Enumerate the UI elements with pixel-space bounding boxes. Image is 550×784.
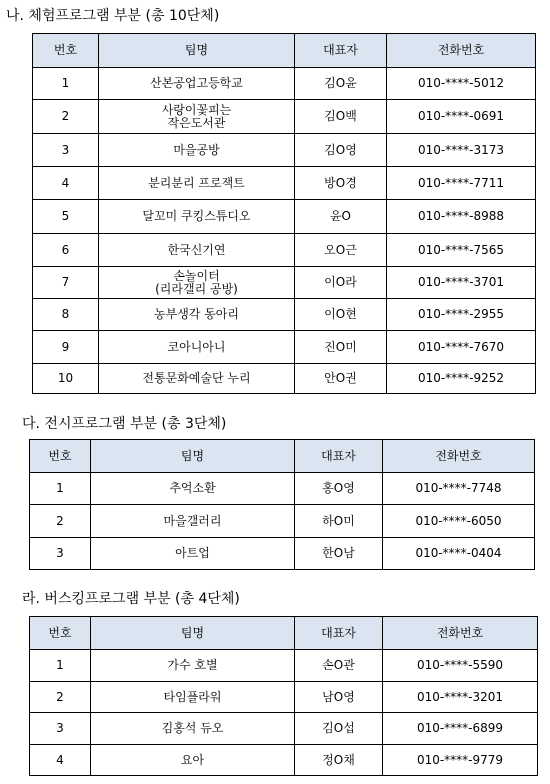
row-number: 2	[30, 682, 91, 713]
table-row	[30, 745, 538, 776]
team-name: 가수 호별	[91, 650, 295, 682]
representative: 하O미	[295, 505, 383, 538]
table-row	[33, 68, 536, 100]
header-team-name: 팀명	[91, 440, 295, 473]
row-number: 5	[33, 200, 99, 234]
representative: 남O영	[295, 682, 383, 713]
representative: 이O현	[295, 299, 387, 331]
section-title-experience: 나. 체험프로그램 부분 (총 10단체)	[6, 8, 220, 24]
team-name: 마을갤러리	[91, 505, 295, 538]
row-number: 3	[30, 538, 91, 570]
row-number: 2	[30, 505, 91, 538]
header-number: 번호	[30, 440, 91, 473]
phone-number: 010-****-7670	[387, 331, 536, 364]
row-number: 8	[33, 299, 99, 331]
representative: 김O섭	[295, 713, 383, 745]
table-row	[33, 364, 536, 394]
table-row	[30, 713, 538, 745]
table-row	[33, 167, 536, 200]
phone-number: 010-****-7748	[383, 473, 535, 505]
phone-number: 010-****-0404	[383, 538, 535, 570]
team-name: 요아	[91, 745, 295, 776]
row-number: 7	[33, 267, 99, 299]
team-name: 타임플라워	[91, 682, 295, 713]
team-name: 아트업	[91, 538, 295, 570]
row-number: 4	[33, 167, 99, 200]
phone-number: 010-****-3201	[383, 682, 538, 713]
table-row	[33, 267, 536, 299]
phone-number: 010-****-2955	[387, 299, 536, 331]
team-name: 산본공업고등학교	[99, 68, 295, 100]
phone-number: 010-****-5012	[387, 68, 536, 100]
phone-number: 010-****-3173	[387, 134, 536, 167]
header-number: 번호	[33, 34, 99, 68]
team-name: 마을공방	[99, 134, 295, 167]
representative: 윤O	[295, 200, 387, 234]
table-row	[33, 234, 536, 267]
row-number: 1	[33, 68, 99, 100]
phone-number: 010-****-0691	[387, 100, 536, 134]
row-number: 3	[33, 134, 99, 167]
team-name: 손놀이터 (리라갤리 공방)	[99, 267, 295, 299]
row-number: 1	[30, 473, 91, 505]
row-number: 9	[33, 331, 99, 364]
team-name: 한국신기연	[99, 234, 295, 267]
exhibition-program-table	[29, 439, 535, 570]
row-number: 4	[30, 745, 91, 776]
representative: 정O채	[295, 745, 383, 776]
phone-number: 010-****-6899	[383, 713, 538, 745]
row-number: 6	[33, 234, 99, 267]
team-name: 농부생각 동아리	[99, 299, 295, 331]
header-phone: 전화번호	[387, 34, 536, 68]
phone-number: 010-****-3701	[387, 267, 536, 299]
header-phone: 전화번호	[383, 617, 538, 650]
header-representative: 대표자	[295, 440, 383, 473]
row-number: 2	[33, 100, 99, 134]
header-team-name: 팀명	[99, 34, 295, 68]
team-name: 달꼬미 쿠킹스튜디오	[99, 200, 295, 234]
representative: 한O남	[295, 538, 383, 570]
team-name: 전통문화예술단 누리	[99, 364, 295, 394]
representative: 오O근	[295, 234, 387, 267]
representative: 진O미	[295, 331, 387, 364]
table-row	[33, 134, 536, 167]
row-number: 3	[30, 713, 91, 745]
header-representative: 대표자	[295, 34, 387, 68]
header-number: 번호	[30, 617, 91, 650]
table-header-row	[30, 440, 535, 473]
phone-number: 010-****-7711	[387, 167, 536, 200]
section-title-exhibition: 다. 전시프로그램 부분 (총 3단체)	[22, 416, 227, 432]
phone-number: 010-****-9779	[383, 745, 538, 776]
representative: 홍O영	[295, 473, 383, 505]
row-number: 10	[33, 364, 99, 394]
table-row	[33, 100, 536, 134]
table-row	[33, 299, 536, 331]
table-row	[33, 331, 536, 364]
table-row	[30, 505, 535, 538]
experience-program-table	[32, 33, 536, 394]
representative: 이O라	[295, 267, 387, 299]
busking-program-table	[29, 616, 538, 776]
header-representative: 대표자	[295, 617, 383, 650]
table-row	[30, 538, 535, 570]
table-row	[30, 650, 538, 682]
header-team-name: 팀명	[91, 617, 295, 650]
phone-number: 010-****-8988	[387, 200, 536, 234]
table-header-row	[33, 34, 536, 68]
representative: 손O관	[295, 650, 383, 682]
team-name: 김홍석 듀오	[91, 713, 295, 745]
representative: 김O윤	[295, 68, 387, 100]
representative: 김O백	[295, 100, 387, 134]
team-name: 분리분리 프로잭트	[99, 167, 295, 200]
representative: 안O권	[295, 364, 387, 394]
phone-number: 010-****-6050	[383, 505, 535, 538]
row-number: 1	[30, 650, 91, 682]
phone-number: 010-****-5590	[383, 650, 538, 682]
header-phone: 전화번호	[383, 440, 535, 473]
table-row	[30, 682, 538, 713]
team-name: 사랑이꽃피는 작은도서관	[99, 100, 295, 134]
team-name: 추억소환	[91, 473, 295, 505]
section-title-busking: 라. 버스킹프로그램 부분 (총 4단체)	[22, 591, 240, 607]
representative: 김O영	[295, 134, 387, 167]
table-row	[33, 200, 536, 234]
team-name: 코아니아니	[99, 331, 295, 364]
representative: 방O경	[295, 167, 387, 200]
table-header-row	[30, 617, 538, 650]
phone-number: 010-****-9252	[387, 364, 536, 394]
table-row	[30, 473, 535, 505]
phone-number: 010-****-7565	[387, 234, 536, 267]
